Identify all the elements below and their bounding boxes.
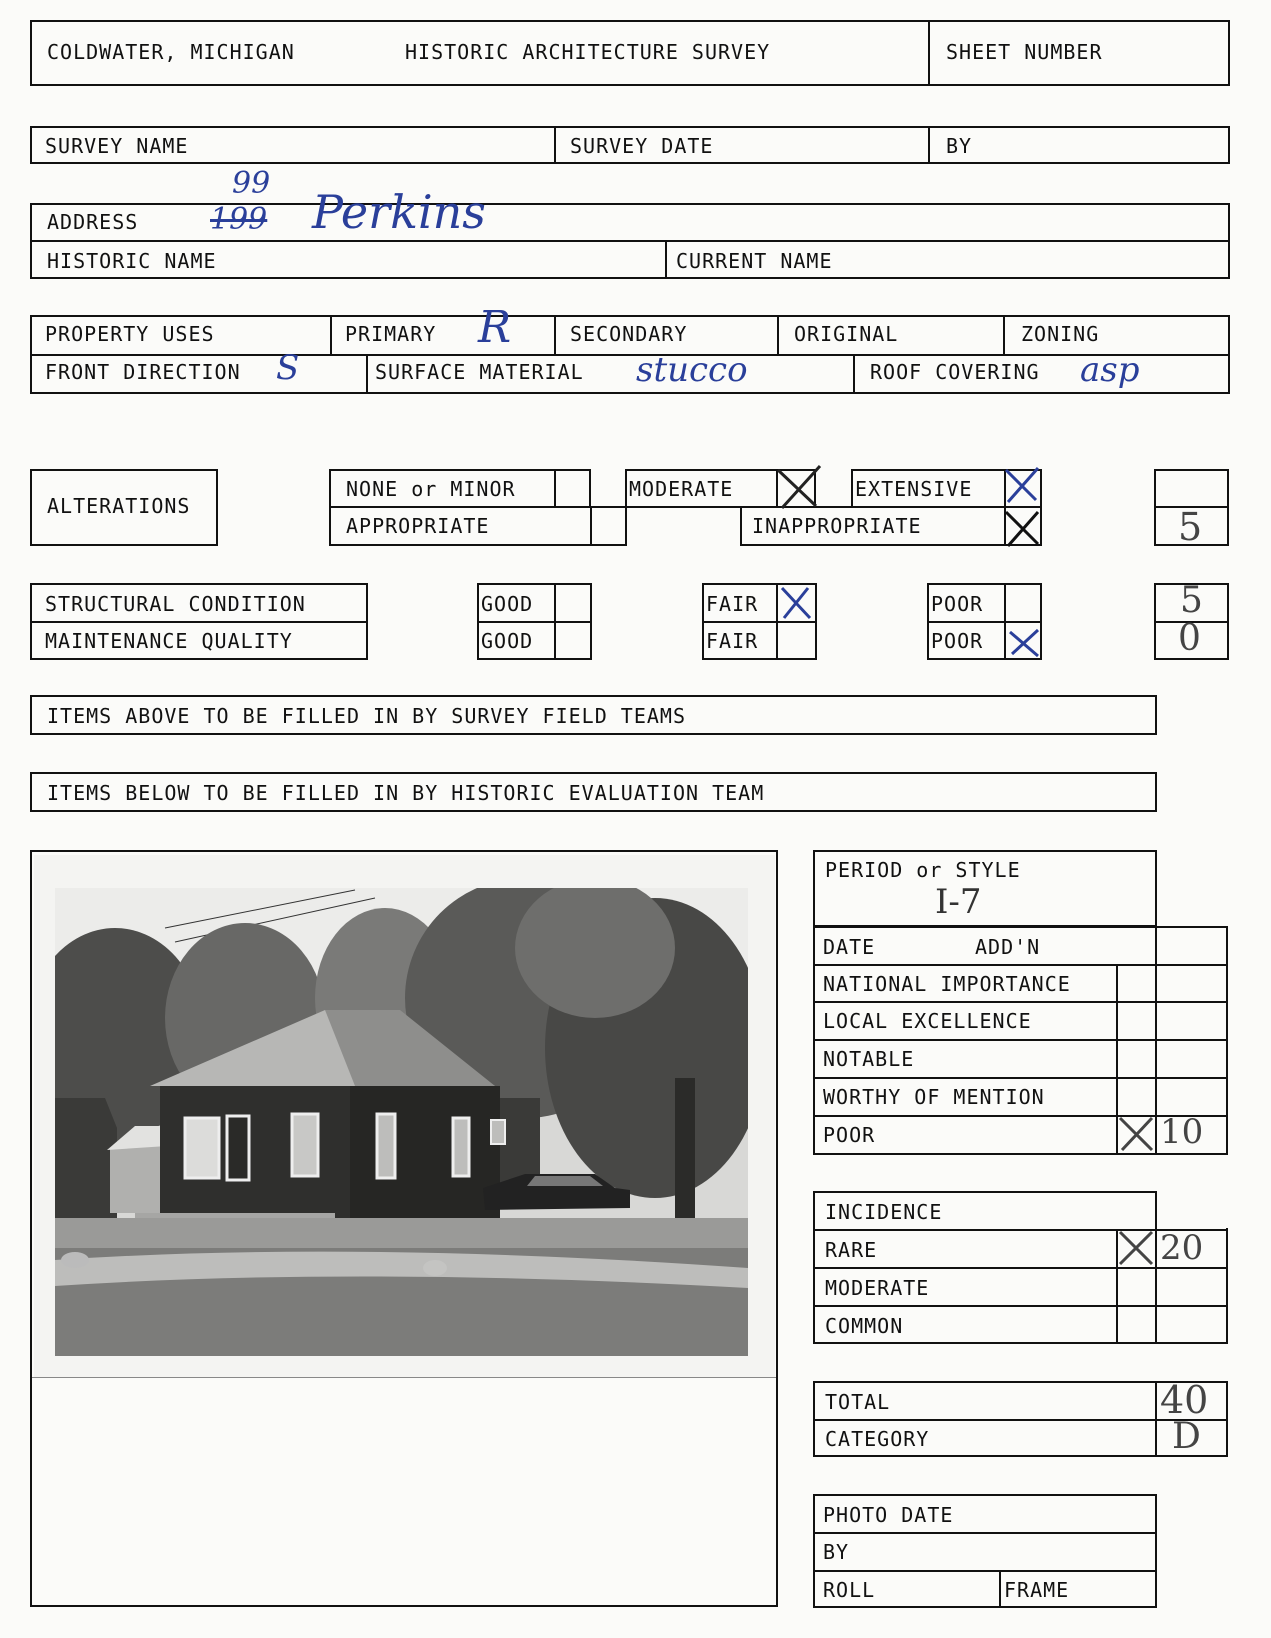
moderate-label: MODERATE <box>629 477 734 501</box>
maintenance-good-label: GOOD <box>481 629 534 653</box>
category-label: CATEGORY <box>825 1427 930 1451</box>
date-label: DATE <box>823 935 876 959</box>
structural-fair-x-mark <box>776 584 816 622</box>
poor-eval-x-mark <box>1116 1114 1156 1154</box>
none-minor-check-divider <box>554 469 556 508</box>
roof-covering-value: asp <box>1080 350 1140 390</box>
photo-info-row-2 <box>813 1570 1157 1572</box>
extensive-label: EXTENSIVE <box>855 477 973 501</box>
alterations-label: ALTERATIONS <box>47 494 191 518</box>
address-street: Perkins <box>312 185 486 239</box>
condition-label-divider <box>30 621 368 623</box>
surface-material-label: SURFACE MATERIAL <box>375 360 584 384</box>
structural-label: STRUCTURAL CONDITION <box>45 592 306 616</box>
original-label: ORIGINAL <box>794 322 899 346</box>
note-above: ITEMS ABOVE TO BE FILLED IN BY SURVEY FIELD TEAMS <box>47 704 687 728</box>
importance-row-1 <box>813 964 1228 966</box>
photo-info-col <box>999 1570 1001 1608</box>
common-label: COMMON <box>825 1314 904 1338</box>
note-below: ITEMS BELOW TO BE FILLED IN BY HISTORIC EVALUATION TEAM <box>47 781 765 805</box>
survey-date-label: SURVEY DATE <box>570 134 714 158</box>
roof-covering-label: ROOF COVERING <box>870 360 1040 384</box>
front-direction-value: S <box>276 348 300 388</box>
zoning-label: ZONING <box>1021 322 1100 346</box>
names-divider <box>665 240 667 279</box>
photo-date-label: PHOTO DATE <box>823 1503 954 1527</box>
maintenance-fair-label: FAIR <box>706 629 759 653</box>
local-excellence-label: LOCAL EXCELLENCE <box>823 1009 1032 1033</box>
addn-label: ADD'N <box>975 935 1041 959</box>
front-divider-1 <box>366 354 368 394</box>
good-check-divider <box>554 583 556 660</box>
rare-label: RARE <box>825 1238 878 1262</box>
uses-divider-1 <box>330 315 332 354</box>
good-divider <box>477 621 592 623</box>
header-divider <box>928 20 930 86</box>
alterations-score: 5 <box>1178 505 1203 549</box>
importance-row-3 <box>813 1039 1228 1041</box>
importance-row-2 <box>813 1001 1228 1003</box>
rare-x-mark <box>1114 1228 1156 1268</box>
maintenance-label: MAINTENANCE QUALITY <box>45 629 293 653</box>
category-value: D <box>1172 1416 1201 1457</box>
rare-score: 20 <box>1160 1228 1204 1268</box>
appropriate-label: APPROPRIATE <box>346 514 490 538</box>
notable-label: NOTABLE <box>823 1047 915 1071</box>
national-importance-label: NATIONAL IMPORTANCE <box>823 972 1071 996</box>
address-number-struck: 199 <box>210 202 268 237</box>
address-label: ADDRESS <box>47 210 139 234</box>
extensive-x-mark <box>998 464 1044 506</box>
property-uses-label: PROPERTY USES <box>45 322 215 346</box>
photo-by-label: BY <box>823 1540 850 1564</box>
inappropriate-x-mark <box>1000 506 1044 550</box>
frame-label: FRAME <box>1004 1578 1070 1602</box>
period-label: PERIOD or STYLE <box>825 858 1021 882</box>
structural-fair-label: FAIR <box>706 592 759 616</box>
structural-score: 5 <box>1180 580 1203 621</box>
poor-divider <box>927 621 1042 623</box>
incidence-row-3 <box>813 1305 1228 1307</box>
survey-by-label: BY <box>946 134 973 158</box>
total-value: 40 <box>1160 1378 1209 1422</box>
maintenance-poor-x-mark <box>1004 624 1044 660</box>
incidence-topright-mask <box>1155 1189 1231 1228</box>
form-title: HISTORIC ARCHITECTURE SURVEY <box>405 40 771 64</box>
surface-material-value: stucco <box>636 350 748 390</box>
roll-label: ROLL <box>823 1578 876 1602</box>
inappropriate-label: INAPPROPRIATE <box>752 514 922 538</box>
current-name-label: CURRENT NAME <box>676 249 833 273</box>
survey-divider-1 <box>554 126 556 164</box>
maintenance-score: 0 <box>1178 618 1201 659</box>
survey-divider-2 <box>928 126 930 164</box>
total-label: TOTAL <box>825 1390 891 1414</box>
photo-mount-edge <box>32 1377 776 1378</box>
importance-row-4 <box>813 1077 1228 1079</box>
building-photo <box>55 888 748 1356</box>
survey-name-label: SURVEY NAME <box>45 134 189 158</box>
primary-label: PRIMARY <box>345 322 437 346</box>
incidence-label: INCIDENCE <box>825 1200 943 1224</box>
photo-info-row-1 <box>813 1532 1157 1534</box>
address-number-corrected: 99 <box>232 166 271 201</box>
moderate-incidence-label: MODERATE <box>825 1276 930 1300</box>
structural-good-label: GOOD <box>481 592 534 616</box>
poor-eval-score: 10 <box>1160 1112 1204 1152</box>
sheet-number-label: SHEET NUMBER <box>946 40 1103 64</box>
structural-poor-label: POOR <box>931 592 984 616</box>
secondary-label: SECONDARY <box>570 322 688 346</box>
maintenance-poor-label: POOR <box>931 629 984 653</box>
uses-divider-4 <box>1003 315 1005 354</box>
period-value: I-7 <box>935 882 982 922</box>
primary-value: R <box>478 302 512 353</box>
poor-eval-label: POOR <box>823 1123 876 1147</box>
incidence-top-edge <box>1155 1191 1157 1229</box>
worthy-label: WORTHY OF MENTION <box>823 1085 1045 1109</box>
appropriate-check-divider <box>590 506 592 546</box>
historic-name-label: HISTORIC NAME <box>47 249 217 273</box>
uses-divider-3 <box>777 315 779 354</box>
uses-divider-2 <box>554 315 556 354</box>
city-label: COLDWATER, MICHIGAN <box>47 40 295 64</box>
address-divider <box>30 240 1230 242</box>
moderate-x-mark <box>772 462 830 512</box>
front-divider-2 <box>853 354 855 394</box>
property-divider <box>30 354 1230 356</box>
front-direction-label: FRONT DIRECTION <box>45 360 241 384</box>
none-minor-label: NONE or MINOR <box>346 477 516 501</box>
